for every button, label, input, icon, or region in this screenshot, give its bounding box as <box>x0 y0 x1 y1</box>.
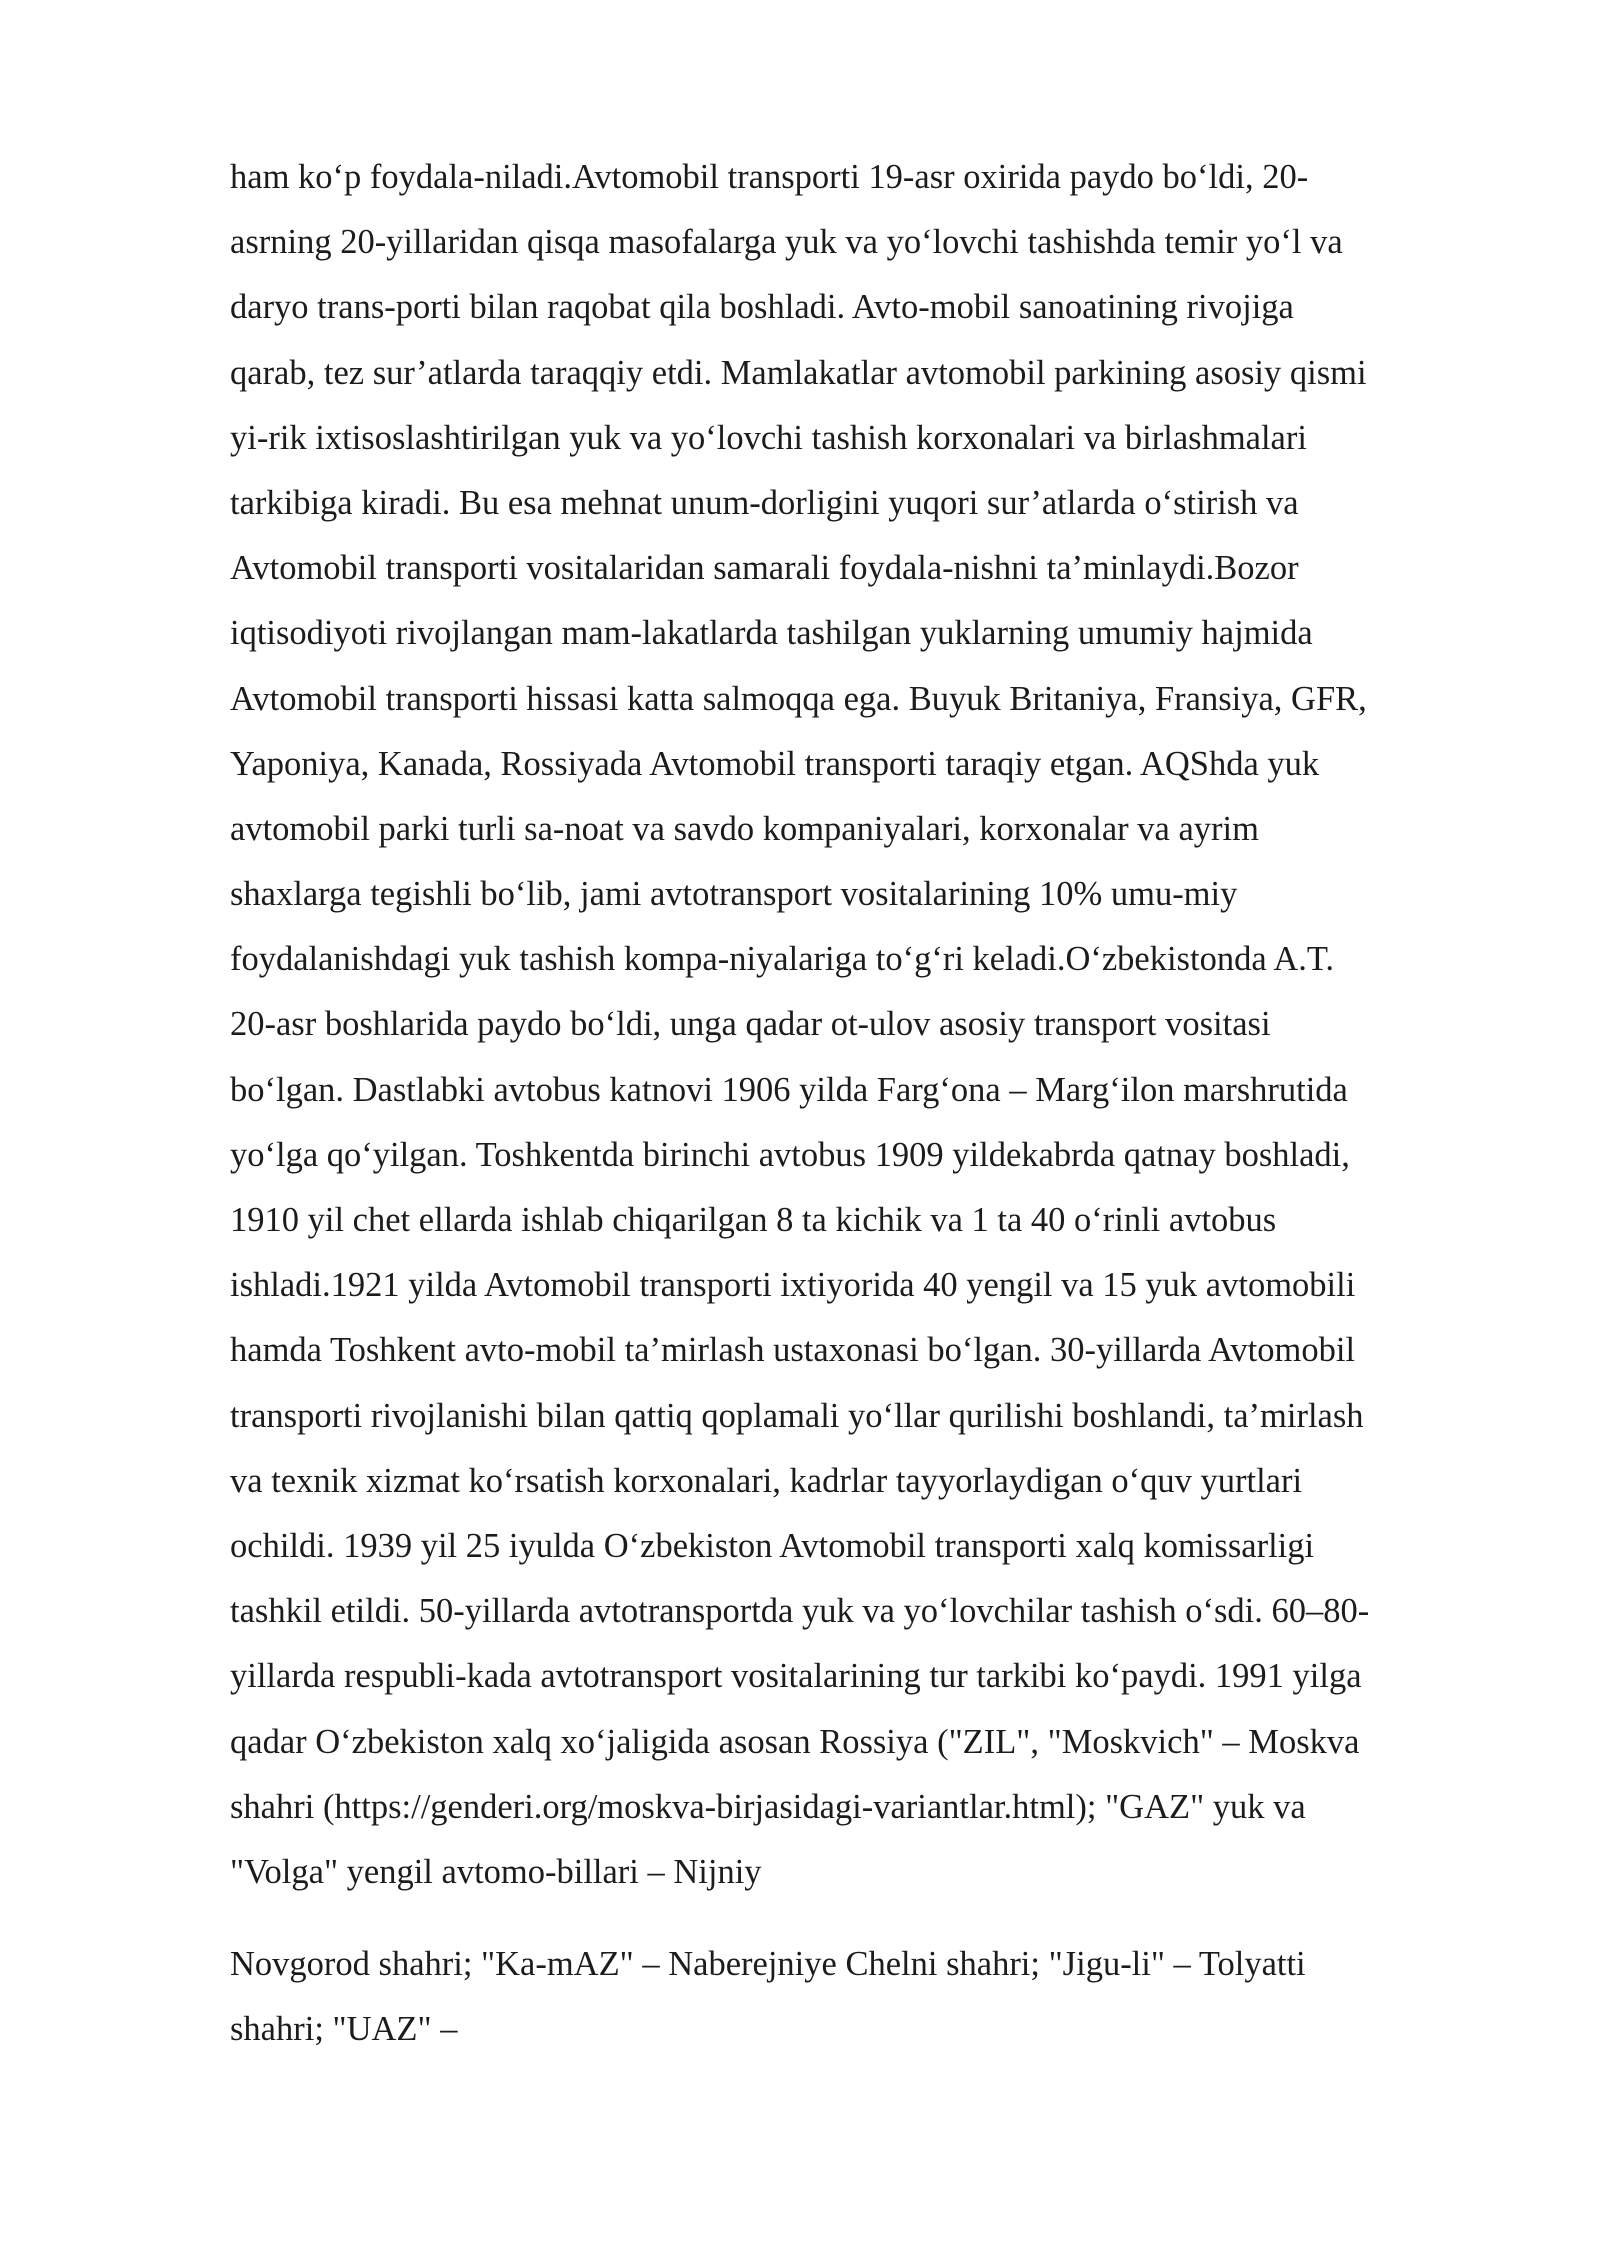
text-line: hamda Toshkent avto-mobil ta’mirlash ustaxonasi bo‘lgan. 30-yillarda Avtomobil <box>230 1331 1356 1370</box>
text-line: 1910 yil chet ellarda ishlab chiqarilgan 8 ta kichik va 1 ta 40 o‘rinli avtobus <box>230 1201 1277 1239</box>
text-line: iqtisodiyoti rivojlangan mam-lakatlarda tashilgan yuklarning umumiy hajmida <box>230 614 1313 653</box>
text-line: transporti rivojlanishi bilan qattiq qoplamali yo‘llar qurilishi boshlandi, ta’mirlash <box>230 1396 1364 1435</box>
text-line: ham ko‘p foydala-niladi.Avtomobil transporti 19-asr oxirida paydo bo‘ldi, 20- <box>230 158 1309 196</box>
text-line: yo‘lga qo‘yilgan. Toshkentda birinchi avtobus 1909 yildekabrda qatnay boshladi, <box>230 1135 1350 1174</box>
text-line: tashkil etildi. 50-yillarda avtotransportda yuk va yo‘lovchilar tashish o‘sdi. 60–80- <box>230 1592 1370 1631</box>
text-line: 20-asr boshlarida paydo bo‘ldi, unga qadar ot-ulov asosiy transport vositasi <box>230 1005 1271 1044</box>
text-line: Novgorod shahri; "Ka-mAZ" – Naberejniye Chelni shahri; "Jigu-li" – Tolyatti <box>230 1945 1306 1983</box>
text-line: ishladi.1921 yilda Avtomobil transporti ixtiyorida 40 yengil va 15 yuk avtomobili <box>230 1266 1356 1305</box>
text-line: bo‘lgan. Dastlabki avtobus katnovi 1906 yilda Farg‘ona – Marg‘ilon marshrutida <box>230 1070 1348 1109</box>
text-line: yillarda respubli-kada avtotransport vositalarining tur tarkibi ko‘paydi. 1991 yilga <box>230 1657 1362 1696</box>
text-line: asrning 20-yillaridan qisqa masofalarga yuk va yo‘lovchi tashishda temir yo‘l va <box>230 223 1343 262</box>
text-line: va texnik xizmat ko‘rsatish korxonalari, kadrlar tayyorlaydigan o‘quv yurtlari <box>230 1461 1303 1500</box>
text-line: shaxlarga tegishli bo‘lib, jami avtotransport vositalarining 10% umu-miy <box>230 875 1238 914</box>
text-line: Avtomobil transporti vositalaridan samarali foydala-nishni ta’minlaydi.Bozor <box>230 549 1299 588</box>
paragraph-1 <box>230 145 1490 1905</box>
text-line: qarab, tez sur’atlarda taraqqiy etdi. Mamlakatlar avtomobil parkining asosiy qismi <box>230 353 1367 392</box>
text-line: Avtomobil transporti hissasi katta salmoqqa ega. Buyuk Britaniya, Fransiya, GFR, <box>230 679 1367 718</box>
text-line: tarkibiga kiradi. Bu esa mehnat unum-dorligini yuqori sur’atlarda o‘stirish va <box>230 483 1299 522</box>
text-line: "Volga" yengil avtomo-billari – Nijniy <box>230 1852 762 1891</box>
text-line: yi-rik ixtisoslashtirilgan yuk va yo‘lovchi tashish korxonalari va birlashmalari <box>230 418 1307 457</box>
text-line: shahri; "UAZ" – <box>230 2010 458 2049</box>
text-line: qadar O‘zbekiston xalq xo‘jaligida asosan Rossiya ("ZIL", "Moskvich" – Moskva <box>230 1722 1360 1761</box>
text-line: Yaponiya, Kanada, Rossiyada Avtomobil transporti taraqiy etgan. AQShda yuk <box>230 744 1320 783</box>
paragraph-2 <box>230 1932 1490 2062</box>
text-line: avtomobil parki turli sa-noat va savdo kompaniyalari, korxonalar va ayrim <box>230 809 1259 848</box>
text-line: ochildi. 1939 yil 25 iyulda O‘zbekiston Avtomobil transporti xalq komissarligi <box>230 1526 1315 1565</box>
text-line: shahri (https://genderi.org/moskva-birjasidagi-variantlar.html); "GAZ" yuk va <box>230 1787 1306 1826</box>
text-line: foydalanishdagi yuk tashish kompa-niyalariga to‘g‘ri keladi.O‘zbekistonda A.T. <box>230 940 1335 979</box>
text-line: daryo trans-porti bilan raqobat qila boshladi. Avto-mobil sanoatining rivojiga <box>230 288 1294 327</box>
